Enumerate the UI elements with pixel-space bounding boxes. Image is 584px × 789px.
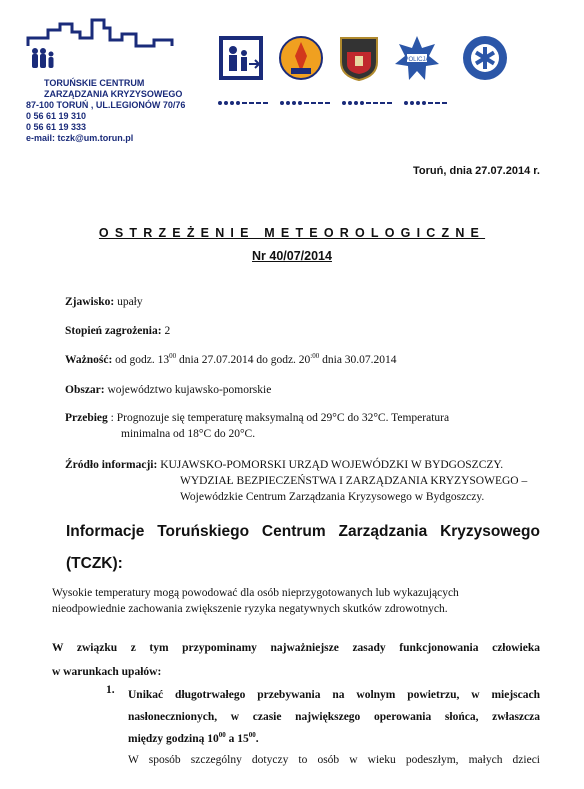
list-item-note: W sposób szczególny dotyczy to osób w wieku podeszłym, małych dzieci <box>128 754 540 766</box>
emblems-row <box>215 34 520 92</box>
org-phone-1: 0 56 61 19 310 <box>26 111 87 121</box>
org-address: 87-100 TORUŃ , UL.LEGIONÓW 70/76 <box>26 100 186 110</box>
org-email: e-mail: tczk@um.torun.pl <box>26 133 134 143</box>
warning-level-field: Stopień zagrożenia: 2 <box>65 325 171 337</box>
org-phone-2: 0 56 61 19 333 <box>26 122 87 132</box>
document-title: OSTRZEŻENIE METEOROLOGICZNE <box>98 226 486 240</box>
list-item-number: 1. <box>106 684 115 696</box>
org-contact-block <box>26 78 185 144</box>
fire-service-emblem <box>277 34 325 82</box>
reminder-paragraph: W związku z tym przypominamy najważniejsze zasady funkcjonowania człowieka w warunkach upałów: <box>52 642 540 678</box>
tczk-logo-icon <box>26 18 176 78</box>
org-name-line2: ZARZĄDZANIA KRYZYSOWEGO <box>44 89 183 99</box>
police-star-emblem <box>393 34 441 82</box>
info-heading: Informacje Toruńskiego Centrum Zarządzania Kryzysowego (TCZK): <box>66 523 540 572</box>
course-field: Przebieg : Prognozuje się temperaturę maksymalną od 29°C do 32°C. Temperatura minimalna od 18°C do 20°C. <box>65 412 450 440</box>
source-field: Źródło informacji: KUJAWSKO-POMORSKI URZĄD WOJEWÓDZKI W BYDGOSZCZY. WYDZIAŁ BEZPIECZEŃSTWA I ZARZĄDZANIA KRYZYSOWEGO – Wojewódzkie Centrum Zarządzania Kryzysowego w Bydgoszczy. <box>65 459 528 503</box>
document-date: Toruń, dnia 27.07.2014 r. <box>413 165 540 177</box>
area-field: Obszar: województwo kujawsko-pomorskie <box>65 384 272 396</box>
org-name-line1: TORUŃSKIE CENTRUM <box>44 78 145 88</box>
family-icon <box>217 34 265 82</box>
phenomenon-field: Zjawisko: upały <box>65 296 143 308</box>
document-number: Nr 40/07/2014 <box>252 249 332 263</box>
validity-field: Ważność: od godz. $13^{00}$ dnia 27.07.2014 do godz. $20^{:00}$ dnia 30.07.2014 <box>65 352 397 366</box>
info-paragraph: Wysokie temperatury mogą powodować dla osób nieprzygotowanych lub wykazujących nieodpowiednie zachowania zwiększenie ryzyka negatywnych skutków zdrowotnych. <box>52 587 459 615</box>
city-guard-emblem <box>335 34 383 82</box>
ambulance-star-of-life-emblem <box>461 34 509 82</box>
decorative-dots <box>218 94 449 100</box>
svg-text:POLICJA: POLICJA <box>404 57 430 63</box>
list-item: Unikać długotrwałego przebywania na wolnym powietrzu, w miejscach nasłonecznionych, w czasie największego operowania słońca, zwłaszcza między godziną $10^{00}$ a $15^{00}$. <box>128 689 540 745</box>
